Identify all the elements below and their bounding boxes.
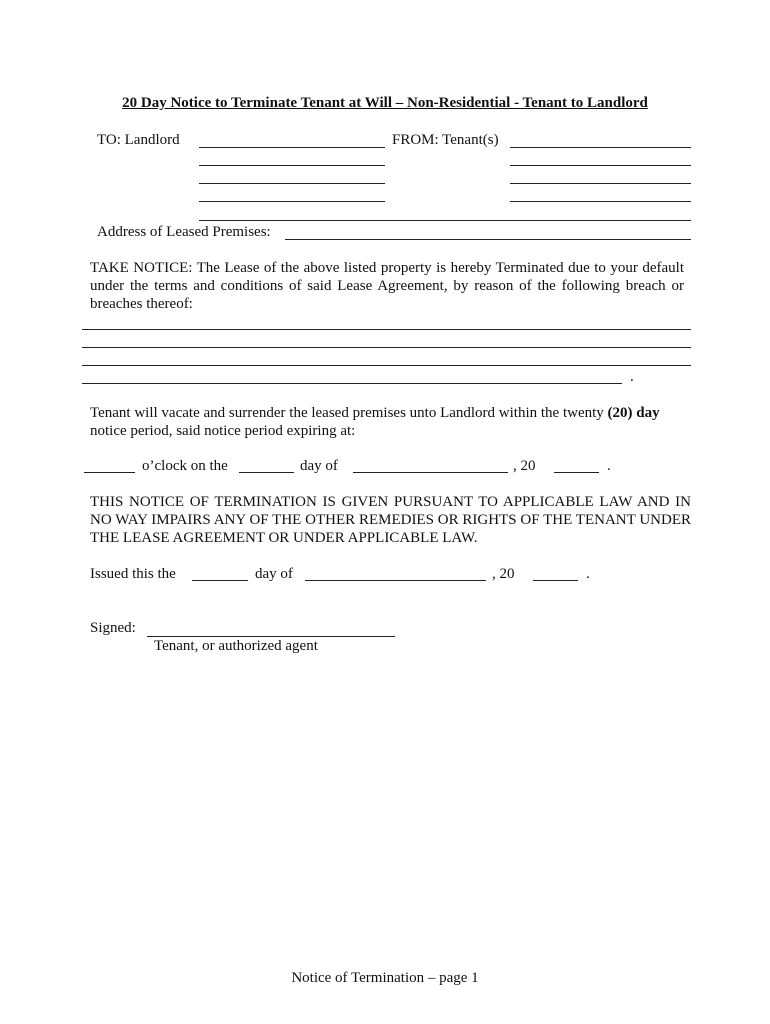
issued-year-prefix: , 20	[492, 566, 515, 582]
breach-line-4[interactable]	[82, 383, 622, 384]
expiry-hour-line[interactable]	[84, 472, 135, 473]
signed-label: Signed:	[90, 620, 136, 636]
expiry-year-line[interactable]	[554, 472, 599, 473]
tenant-name-line-4[interactable]	[510, 201, 691, 202]
issued-day-of-label: day of	[255, 566, 293, 582]
breach-line-3[interactable]	[82, 365, 691, 366]
tenant-name-line-2[interactable]	[510, 165, 691, 166]
expiry-day-line[interactable]	[239, 472, 294, 473]
expiry-year-prefix: , 20	[513, 458, 536, 474]
breach-line-1[interactable]	[82, 329, 691, 330]
issued-month-line[interactable]	[305, 580, 486, 581]
vacate-text-2: notice period, said notice period expiring at:	[90, 423, 356, 439]
from-tenant-label: FROM: Tenant(s)	[392, 132, 499, 148]
party-extra-line[interactable]	[199, 220, 691, 221]
statutory-notice: THIS NOTICE OF TERMINATION IS GIVEN PURSUANT TO APPLICABLE LAW AND IN NO WAY IMPAIRS ANY OF THE OTHER REMEDIES OR RIGHTS OF THE TENANT UNDER THE LEASE AGREEMENT OR UNDER APPLICABLE LAW.	[90, 494, 691, 546]
breach-line-2[interactable]	[82, 347, 691, 348]
vacate-text-1: Tenant will vacate and surrender the leased premises unto Landlord within the twenty	[90, 405, 608, 421]
expiry-day-of-label: day of	[300, 458, 338, 474]
address-label: Address of Leased Premises:	[97, 224, 271, 240]
issued-year-line[interactable]	[533, 580, 578, 581]
to-landlord-label: TO: Landlord	[97, 132, 180, 148]
issued-period: .	[586, 566, 590, 582]
landlord-name-line-2[interactable]	[199, 165, 385, 166]
signer-caption: Tenant, or authorized agent	[154, 638, 318, 654]
issued-day-line[interactable]	[192, 580, 248, 581]
vacate-bold-period: (20) day	[607, 405, 660, 421]
page-footer: Notice of Termination – page 1	[291, 970, 479, 986]
take-notice-paragraph: TAKE NOTICE: The Lease of the above listed property is hereby Terminated due to your default under the terms and conditions of said Lease Agreement, by reason of the following breach or breaches thereof:	[90, 260, 684, 312]
expiry-month-line[interactable]	[353, 472, 508, 473]
expiry-period: .	[607, 458, 611, 474]
tenant-name-line-3[interactable]	[510, 183, 691, 184]
tenant-name-line-1[interactable]	[510, 147, 691, 148]
document-title: 20 Day Notice to Terminate Tenant at Will – Non-Residential - Tenant to Landlord	[122, 95, 648, 111]
issued-label: Issued this the	[90, 566, 176, 582]
landlord-name-line-3[interactable]	[199, 183, 385, 184]
oclock-label: o’clock on the	[142, 458, 228, 474]
landlord-name-line-1[interactable]	[199, 147, 385, 148]
landlord-name-line-4[interactable]	[199, 201, 385, 202]
breach-period: .	[630, 369, 634, 385]
address-line[interactable]	[285, 239, 691, 240]
vacate-paragraph	[90, 404, 690, 440]
